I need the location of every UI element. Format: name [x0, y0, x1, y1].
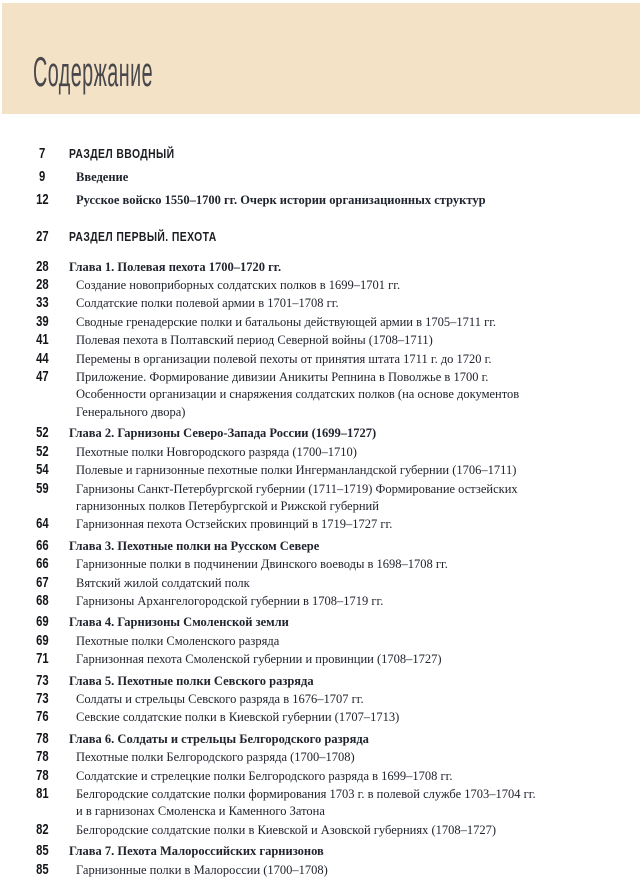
toc-page-number: 52: [35, 442, 49, 460]
toc-page-number: 67: [35, 573, 49, 591]
toc-entry: [0, 145, 640, 163]
toc-entry: [0, 785, 640, 821]
toc-entry: [0, 258, 640, 276]
toc-entry: [0, 276, 640, 294]
toc-entry-title: Белгородские солдатские полки формирования 1703 г. в полевой службе 1703–1704 гг. и в гарнизонах Смоленска и Каменного Затона: [76, 787, 536, 819]
toc-entry: [0, 592, 640, 610]
toc-page-number: 33: [35, 294, 49, 312]
toc-entry-title: Глава 6. Солдаты и стрельцы Белгородского разряда: [69, 731, 369, 746]
toc-entry: [0, 767, 640, 785]
toc-entry: [0, 368, 640, 421]
toc-entry: [0, 748, 640, 766]
toc-page-number: 47: [35, 368, 49, 386]
toc-page-number: 69: [35, 613, 49, 631]
toc-entry-title: Полевые и гарнизонные пехотные полки Ингерманландской губернии (1706–1711): [76, 463, 517, 478]
toc-entry: [0, 515, 640, 533]
toc-page-number: 41: [35, 331, 49, 349]
toc-page-number: 69: [35, 631, 49, 649]
toc-entry-title: Русское войско 1550–1700 гг. Очерк истории организационных структур: [76, 192, 486, 207]
toc-page-number: 81: [35, 785, 49, 802]
toc-entry-title: Глава 2. Гарнизоны Северо-Запада России (1699–1727): [69, 426, 377, 441]
toc-entry: [0, 461, 640, 479]
toc-page-number: 12: [35, 190, 49, 208]
toc-entry-title: Вятский жилой солдатский полк: [76, 575, 250, 590]
toc-entry-title: Гарнизоны Архангелогородской губернии в 1708–1719 гг.: [76, 593, 384, 608]
toc-page-number: 52: [35, 424, 49, 442]
toc-entry: [0, 730, 640, 748]
toc-entry: [0, 168, 640, 186]
toc-page-number: 28: [35, 276, 49, 294]
toc-page-number: 7: [38, 145, 46, 162]
toc-page-number: 78: [35, 729, 49, 747]
toc-entry-title: Солдатские полки полевой армии в 1701–1708 гг.: [76, 296, 339, 311]
toc-entry: [0, 574, 640, 592]
toc-entry-title: Гарнизонные полки в подчинении Двинского воеводы в 1698–1708 гг.: [76, 557, 448, 572]
table-of-contents: [0, 145, 640, 879]
toc-page-number: 76: [35, 708, 49, 726]
toc-page-number: 39: [35, 312, 49, 330]
toc-page-number: 68: [35, 591, 49, 609]
toc-entry: [0, 708, 640, 726]
toc-entry: [0, 842, 640, 860]
toc-entry: [0, 443, 640, 461]
toc-entry-title: Приложение. Формирование дивизии Аникиты Репнина в Поволжье в 1700 г. Особенности организации и снаряжения солдатских полков (на основе документов Генерального двора): [76, 370, 520, 419]
contents-page: [0, 3, 640, 878]
toc-page-number: 85: [35, 860, 49, 878]
toc-entry-title: РАЗДЕЛ ВВОДНЫЙ: [69, 146, 175, 161]
toc-entry-title: Глава 1. Полевая пехота 1700–1720 гг.: [69, 259, 282, 274]
toc-page-number: 64: [35, 515, 49, 533]
toc-entry-title: Глава 4. Гарнизоны Смоленской земли: [69, 615, 289, 630]
toc-entry-title: Гарнизонные полки в Малороссии (1700–1708): [76, 862, 328, 877]
toc-page-number: 78: [35, 766, 49, 784]
toc-entry: [0, 480, 640, 516]
toc-entry-title: Введение: [76, 169, 129, 184]
toc-entry-title: Сводные гренадерские полки и батальоны действующей армии в 1705–1711 гг.: [76, 314, 497, 329]
toc-entry-title: Глава 3. Пехотные полки на Русском Севере: [69, 538, 320, 553]
toc-page-number: 85: [35, 842, 49, 860]
toc-page-number: 28: [35, 257, 49, 275]
page-title: Содержание: [33, 48, 154, 95]
toc-page-number: 59: [35, 479, 49, 497]
toc-page-number: 78: [35, 748, 49, 766]
toc-entry-title: Перемены в организации полевой пехоты от принятия штата 1711 г. до 1720 г.: [76, 351, 492, 366]
toc-entry-title: Севские солдатские полки в Киевской губернии (1707–1713): [76, 710, 400, 725]
toc-page-number: 9: [38, 167, 46, 185]
toc-entry-title: Гарнизонная пехота Смоленской губернии и провинции (1708–1727): [76, 652, 442, 667]
toc-entry: [0, 650, 640, 668]
toc-page-number: 66: [35, 555, 49, 573]
toc-entry: [0, 191, 640, 209]
toc-page-number: 82: [35, 820, 49, 838]
toc-entry-title: Пехотные полки Новгородского разряда (1700–1710): [76, 444, 357, 459]
toc-page-number: 44: [35, 349, 49, 367]
toc-page-number: 54: [35, 461, 49, 479]
toc-entry: [0, 350, 640, 368]
header-band: [2, 3, 640, 114]
toc-entry-title: Полевая пехота в Полтавский период Северной войны (1708–1711): [76, 333, 433, 348]
toc-entry: [0, 613, 640, 631]
toc-entry: [0, 690, 640, 708]
toc-entry: [0, 313, 640, 331]
toc-entry: [0, 294, 640, 312]
toc-page-number: 71: [35, 650, 49, 668]
toc-entry: [0, 424, 640, 442]
toc-entry-title: Гарнизонная пехота Остзейских провинций в 1719–1727 гг.: [76, 517, 393, 532]
toc-entry: [0, 672, 640, 690]
toc-entry-title: Глава 5. Пехотные полки Севского разряда: [69, 673, 314, 688]
toc-page-number: 27: [35, 228, 49, 246]
toc-entry: [0, 228, 640, 246]
toc-entry-title: Гарнизоны Санкт-Петербургской губернии (1711–1719) Формирование остзейских гарнизонных полков Петербургской и Рижской губерний: [76, 481, 518, 513]
toc-entry-title: Глава 7. Пехота Малороссийских гарнизонов: [69, 844, 324, 859]
toc-entry-title: Белгородские солдатские полки в Киевской и Азовской губерниях (1708–1727): [76, 822, 497, 837]
toc-page-number: 73: [35, 671, 49, 689]
toc-entry: [0, 632, 640, 650]
toc-entry: [0, 555, 640, 573]
toc-entry-title: Солдаты и стрельцы Севского разряда в 1676–1707 гг.: [76, 691, 364, 706]
toc-page-number: 73: [35, 689, 49, 707]
toc-entry: [0, 821, 640, 839]
toc-entry: [0, 331, 640, 349]
toc-entry-title: Солдатские и стрелецкие полки Белгородского разряда в 1699–1708 гг.: [76, 768, 453, 783]
toc-entry-title: Создание новоприборных солдатских полков в 1699–1701 гг.: [76, 278, 401, 293]
toc-entry-title: Пехотные полки Белгородского разряда (1700–1708): [76, 750, 355, 765]
toc-entry-title: Пехотные полки Смоленского разряда: [76, 633, 280, 648]
toc-entry: [0, 861, 640, 879]
toc-page-number: 66: [35, 536, 49, 554]
toc-entry-title: РАЗДЕЛ ПЕРВЫЙ. ПЕХОТА: [69, 229, 217, 245]
toc-entry: [0, 537, 640, 555]
